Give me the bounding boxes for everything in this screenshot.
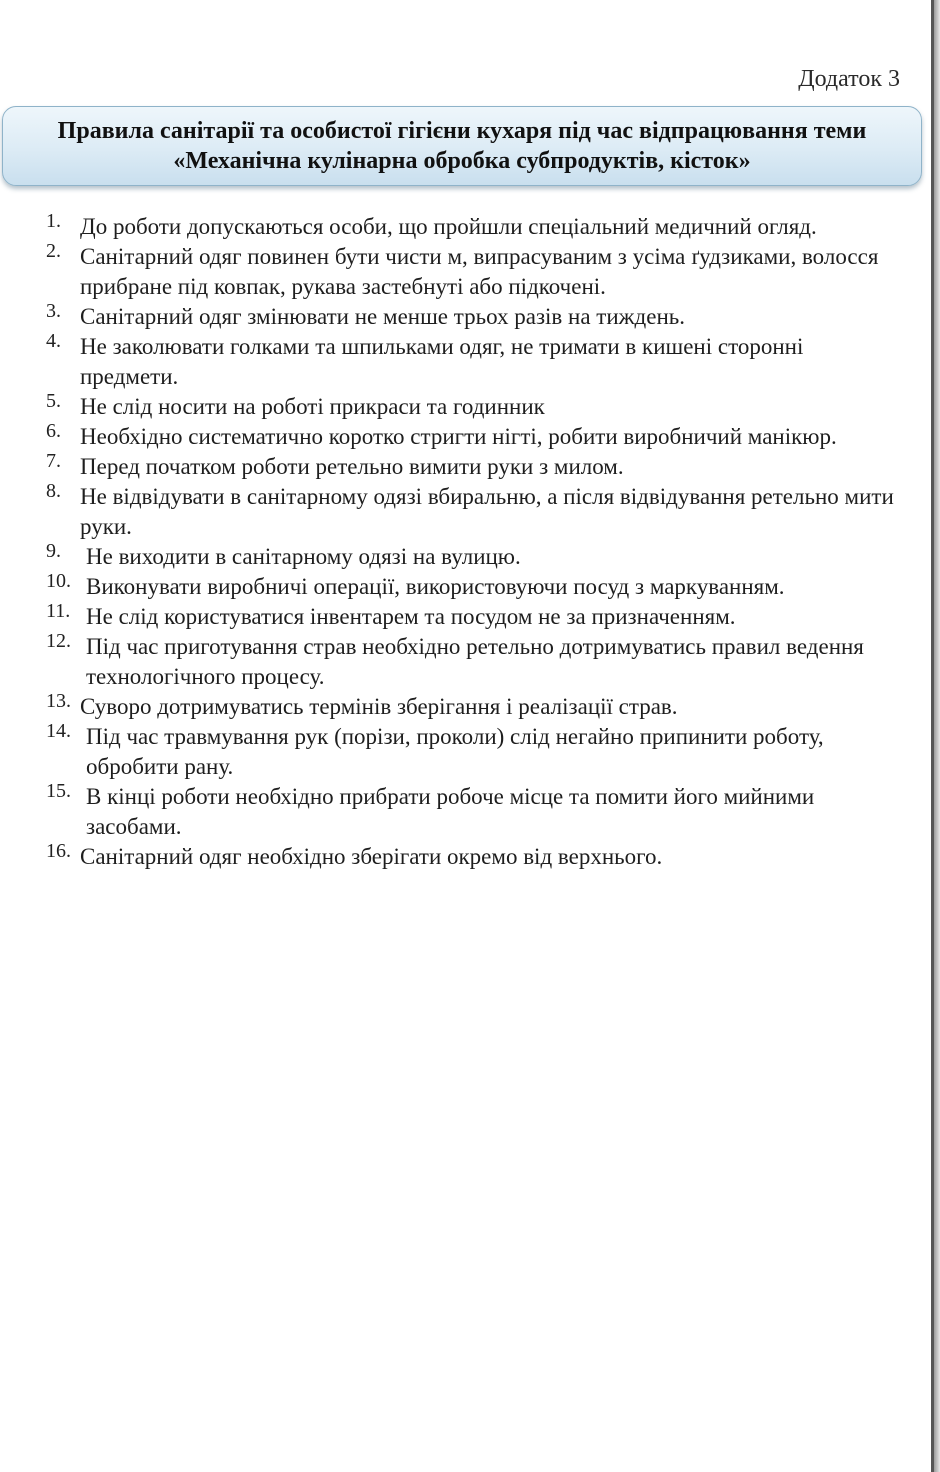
list-item: [0, 842, 910, 872]
list-item-number: 11.: [46, 600, 71, 622]
list-item-number: 14.: [46, 720, 71, 742]
list-item-text: В кінці роботи необхідно прибрати робоче місце та помити його мийними засобами.: [86, 784, 815, 839]
list-item-text: Санітарний одяг змінювати не менше трьох разів на тиждень.: [80, 304, 686, 329]
list-item-text: Під час травмування рук (порізи, проколи) слід негайно припинити роботу, обробити рану.: [86, 724, 824, 779]
title-line-1: Правила санітарії та особистої гігієни кухаря під час відпрацювання теми: [57, 118, 867, 144]
list-item-number: 10.: [46, 570, 71, 592]
list-item-number: 13.: [46, 690, 71, 712]
list-item-text: Санітарний одяг необхідно зберігати окремо від верхнього.: [80, 844, 663, 869]
list-item: [0, 572, 910, 602]
title-line-2: «Механічна кулінарна обробка субпродуктів, кісток»: [173, 148, 751, 174]
list-item-text: Виконувати виробничі операції, використовуючи посуд з маркуванням.: [86, 574, 785, 599]
list-item: [0, 722, 910, 782]
list-item-number: 3.: [46, 300, 61, 322]
list-item-number: 1.: [46, 210, 61, 232]
list-item-text: Необхідно систематично коротко стригти нігті, робити виробничий манікюр.: [80, 424, 837, 449]
list-item-text: Під час приготування страв необхідно ретельно дотримуватись правил ведення технологічного процесу.: [86, 634, 864, 689]
list-item-number: 16.: [46, 840, 71, 862]
list-item: [0, 212, 910, 242]
list-item: [0, 602, 910, 632]
title-banner: [2, 106, 922, 186]
list-item-number: 7.: [46, 450, 61, 472]
list-item-number: 2.: [46, 240, 61, 262]
list-item: [0, 542, 910, 572]
list-item: [0, 632, 910, 692]
list-item-text: Не слід носити на роботі прикраси та годинник: [80, 394, 545, 419]
list-item: [0, 452, 910, 482]
list-item-number: 9.: [46, 540, 61, 562]
list-item-number: 12.: [46, 630, 71, 652]
list-item-number: 8.: [46, 480, 61, 502]
list-item-text: Не заколювати голками та шпильками одяг, не тримати в кишені сторонні предмети.: [80, 334, 804, 389]
page-edge-shadow: [934, 0, 940, 1472]
list-item: [0, 692, 910, 722]
list-item-text: До роботи допускаються особи, що пройшли спеціальний медичний огляд.: [80, 214, 817, 239]
page-edge: [931, 0, 934, 1472]
list-item-text: Не виходити в санітарному одязі на вулицю.: [86, 544, 521, 569]
list-item-text: Перед початком роботи ретельно вимити руки з милом.: [80, 454, 624, 479]
list-item: [0, 392, 910, 422]
list-item: [0, 302, 910, 332]
list-item-number: 6.: [46, 420, 61, 442]
list-item-text: Не слід користуватися інвентарем та посудом не за призначенням.: [86, 604, 736, 629]
appendix-label: Додаток 3: [798, 66, 900, 92]
list-item: [0, 332, 910, 392]
list-item: [0, 422, 910, 452]
list-item-number: 5.: [46, 390, 61, 412]
list-item-text: Санітарний одяг повинен бути чисти м, випрасуваним з усіма ґудзиками, волосся прибране під ковпак, рукава застебнуті або підкочені.: [80, 244, 879, 299]
list-item-number: 15.: [46, 780, 71, 802]
rules-list: [0, 212, 910, 872]
list-item-text: Суворо дотримуватись термінів зберігання і реалізації страв.: [80, 694, 678, 719]
list-item-text: Не відвідувати в санітарному одязі вбиральню, а після відвідування ретельно мити руки.: [80, 484, 894, 539]
list-item: [0, 782, 910, 842]
list-item-number: 4.: [46, 330, 61, 352]
list-item: [0, 482, 910, 542]
list-item: [0, 242, 910, 302]
